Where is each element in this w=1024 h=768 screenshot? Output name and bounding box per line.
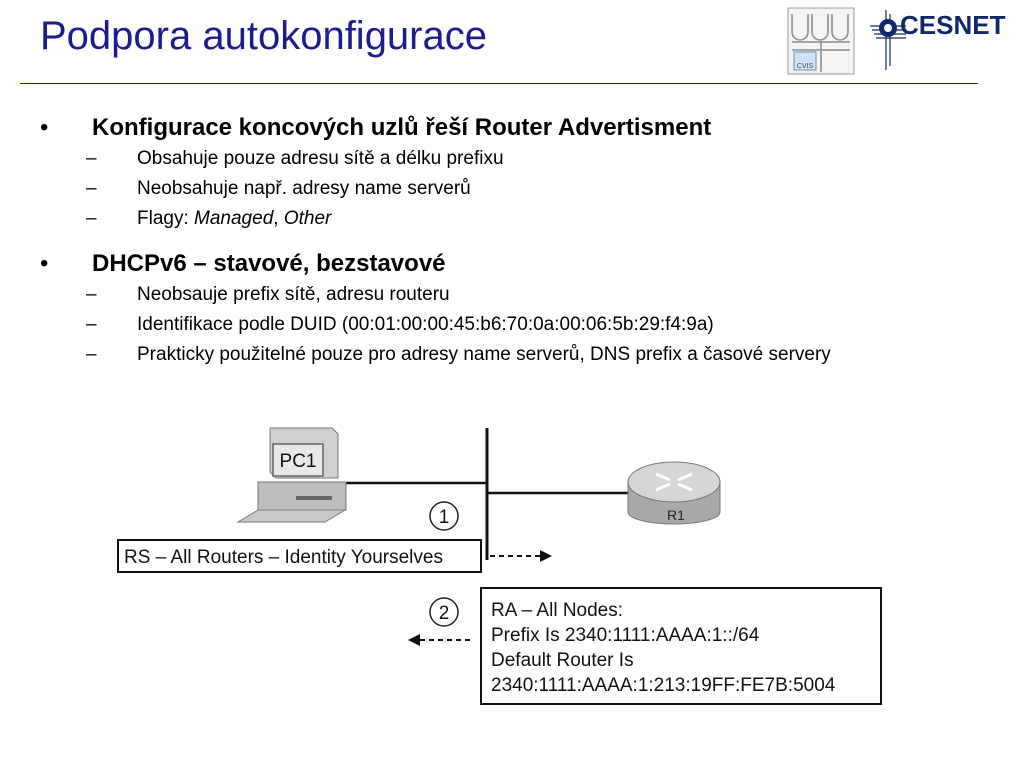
cvis-logo-text: CVIS (796, 63, 814, 70)
sub-bullet-text: Identifikace podle DUID (00:01:00:00:45:b6:70:0a:00:06:5b:29:f4:9a) (137, 314, 714, 335)
rs-message-text: RS – All Routers – Identity Yourselves (124, 547, 443, 568)
sub-bullet-text: Neobsauje prefix sítě, adresu routeru (137, 284, 450, 305)
ra-line-4: 2340:1111:AAAA:1:213:19FF:FE7B:5004 (491, 675, 836, 696)
ra-diagram (110, 420, 900, 720)
flag-other: Other (283, 208, 332, 229)
router-icon (628, 462, 720, 524)
sub-bullet-flags (40, 204, 1000, 234)
step-2-label: 2 (438, 603, 450, 624)
sub-bullet (40, 310, 1000, 340)
sub-bullet (40, 340, 1000, 370)
pc-label: PC1 (279, 451, 317, 472)
sub-bullet-text: Obsahuje pouze adresu sítě a délku prefixu (137, 148, 504, 169)
bullet-text: DHCPv6 – stavové, bezstavové (92, 250, 446, 277)
bullet-dhcpv6 (40, 248, 1000, 280)
ra-line-1: RA – All Nodes: (491, 600, 624, 621)
pc-icon (238, 428, 346, 522)
bullet-router-advertisment (40, 112, 1000, 144)
sub-bullet-text: Prakticky použitelné pouze pro adresy name serverů, DNS prefix a časové servery (137, 344, 831, 365)
sub-bullet (40, 174, 1000, 204)
sub-bullet-text: Neobsahuje např. adresy name serverů (137, 178, 471, 199)
sub-bullet (40, 280, 1000, 310)
bullet-text: Konfigurace koncových uzlů řeší Router Advertisment (92, 114, 712, 141)
title-rule (20, 83, 978, 84)
dash-mark: – (86, 284, 97, 305)
cvis-logo (786, 6, 856, 76)
step-1-label: 1 (438, 507, 450, 528)
flags-separator: , (273, 208, 284, 229)
bullet-mark: • (40, 114, 49, 141)
bullet-list (40, 112, 1000, 370)
router-label: R1 (667, 507, 685, 523)
ra-line-3: Default Router Is (491, 650, 634, 671)
dash-mark: – (86, 208, 97, 229)
flags-prefix: Flagy: (137, 208, 195, 229)
cesnet-logo-text: CESNET (900, 10, 1006, 40)
dash-mark: – (86, 148, 97, 169)
sub-bullet (40, 144, 1000, 174)
ra-arrowhead (408, 634, 420, 646)
flag-managed: Managed (194, 208, 274, 229)
slide-title: Podpora autokonfigurace (40, 14, 487, 58)
dash-mark: – (86, 178, 97, 199)
dash-mark: – (86, 344, 97, 365)
bullet-mark: • (40, 250, 49, 277)
ra-line-2: Prefix Is 2340:1111:AAAA:1::/64 (491, 625, 760, 646)
dash-mark: – (86, 314, 97, 335)
cesnet-logo (866, 4, 1018, 76)
rs-arrowhead (540, 550, 552, 562)
